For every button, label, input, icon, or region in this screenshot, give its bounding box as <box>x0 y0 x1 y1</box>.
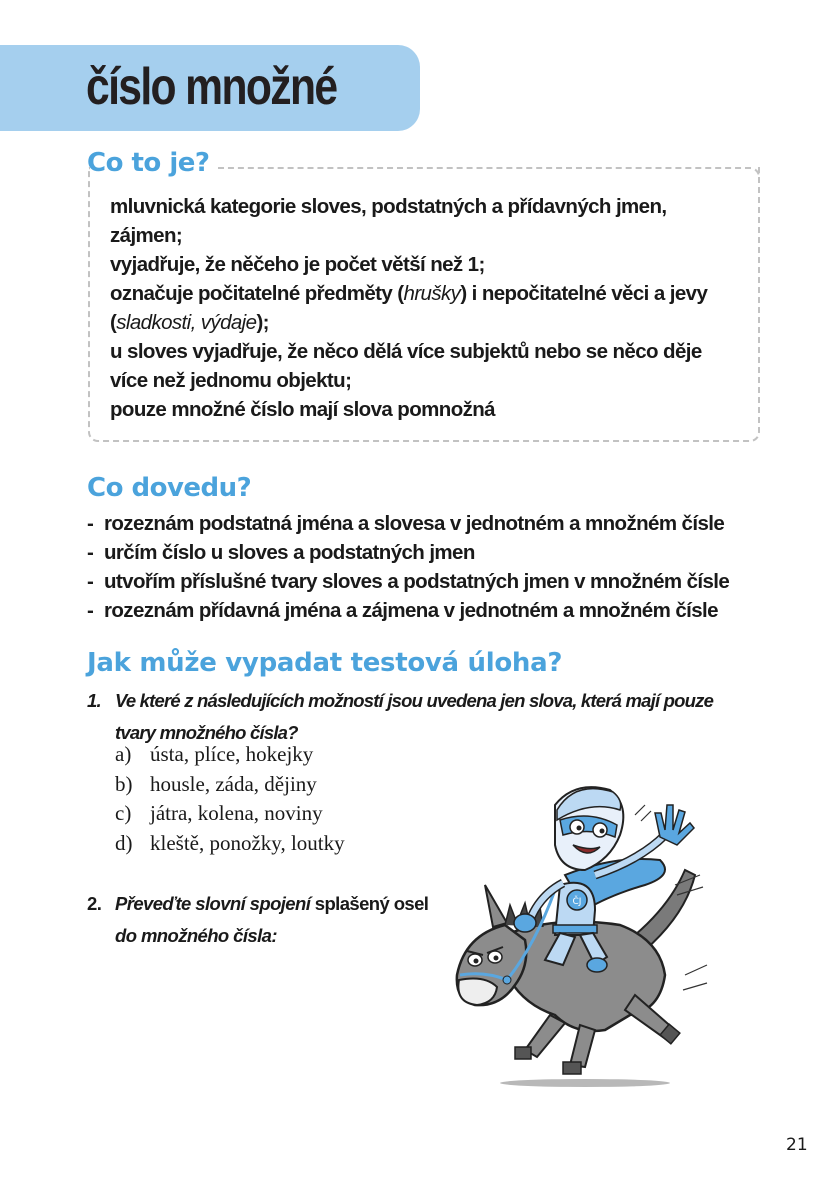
definition-text-part: více než jednomu objektu; <box>110 369 352 392</box>
skill-text: utvořím příslušné tvary sloves a podstatných jmen v množném čísle <box>104 570 730 593</box>
definition-text-part: ); <box>256 311 269 334</box>
answer-option <box>115 740 345 770</box>
definition-text-part: mluvnická kategorie sloves, podstatných a přídavných jmen, <box>110 195 667 218</box>
skill-text: rozeznám přídavná jména a zájmena v jednotném a množném čísle <box>104 599 718 622</box>
definition-text-part: označuje počitatelné předměty ( <box>110 282 404 305</box>
question-1-text-line1: Ve které z následujících možností jsou uvedena jen slova, která mají pouze <box>115 690 714 711</box>
donkey-hoof-front2 <box>563 1062 581 1074</box>
definition-line <box>110 192 750 221</box>
page-number: 21 <box>786 1135 808 1155</box>
definition-heading: Co to je? <box>87 148 210 178</box>
bullet-dash: - <box>87 541 94 564</box>
definition-text-part: vyjadřuje, že něčeho je počet větší než 1; <box>110 253 485 276</box>
definition-text <box>110 192 750 424</box>
skill-text: rozeznám podstatná jména a slovesa v jednotném a množném čísle <box>104 512 725 535</box>
skill-item <box>87 509 729 538</box>
skill-text: určím číslo u sloves a podstatných jmen <box>104 541 475 564</box>
answer-option <box>115 770 345 800</box>
definition-line <box>110 279 750 308</box>
definition-line <box>110 337 750 366</box>
question-2-prefix: Převeďte slovní spojení <box>115 893 311 914</box>
definition-text-part: pouze množné číslo mají slova pomnožná <box>110 398 495 421</box>
option-text: ústa, plíce, hokejky <box>150 742 314 766</box>
option-text: kleště, ponožky, loutky <box>150 830 345 855</box>
definition-line <box>110 308 750 337</box>
definition-text-part: ( <box>110 311 117 334</box>
skills-list <box>87 509 729 625</box>
superhero-on-donkey-illustration <box>445 775 720 1095</box>
hero-belt <box>553 925 597 933</box>
donkey-ear <box>485 885 507 927</box>
skill-item <box>87 567 729 596</box>
option-letter: b) <box>115 771 133 796</box>
hero-badge-text: ČJ <box>572 897 582 907</box>
question-1-number: 1. <box>87 690 101 711</box>
ground-shadow <box>500 1079 670 1087</box>
option-letter: a) <box>115 742 132 766</box>
answer-option <box>115 799 345 829</box>
definition-line <box>110 250 750 279</box>
hero-boot <box>587 958 607 972</box>
bullet-dash: - <box>87 570 94 593</box>
donkey-hoof-front1 <box>515 1047 531 1059</box>
question-2 <box>87 888 428 952</box>
question-1-options <box>115 740 345 858</box>
option-text: játra, kolena, noviny <box>150 801 323 825</box>
option-text: housle, záda, dějiny <box>150 771 317 796</box>
definition-text-part: ) i nepočitatelné věci a jevy <box>460 282 708 305</box>
bullet-dash: - <box>87 599 94 622</box>
definition-example: hrušky <box>403 282 461 305</box>
hero-glove-left <box>514 914 536 932</box>
definition-example: sladkosti, výdaje <box>116 311 257 334</box>
option-letter: c) <box>115 801 132 825</box>
skill-item <box>87 596 729 625</box>
question-2-text-line2: do množného čísla: <box>115 925 277 946</box>
definition-text-part: u sloves vyjadřuje, že něco dělá více subjektů nebo se něco děje <box>110 340 702 363</box>
donkey-leg-front2 <box>570 1025 595 1067</box>
definition-line <box>110 395 750 424</box>
option-letter: d) <box>115 830 133 855</box>
answer-option <box>115 829 345 859</box>
definition-line <box>110 366 750 395</box>
test-heading: Jak může vypadat testová úloha? <box>87 648 563 678</box>
definition-line <box>110 221 750 250</box>
page-title: číslo množné <box>86 58 337 116</box>
question-2-phrase: splašený osel <box>314 893 429 914</box>
bullet-dash: - <box>87 512 94 535</box>
question-1-text-line2: tvary množného čísla? <box>115 722 298 743</box>
skills-heading: Co dovedu? <box>87 473 252 503</box>
skill-item <box>87 538 729 567</box>
definition-text-part: zájmen; <box>110 224 183 247</box>
question-2-number: 2. <box>87 893 102 914</box>
